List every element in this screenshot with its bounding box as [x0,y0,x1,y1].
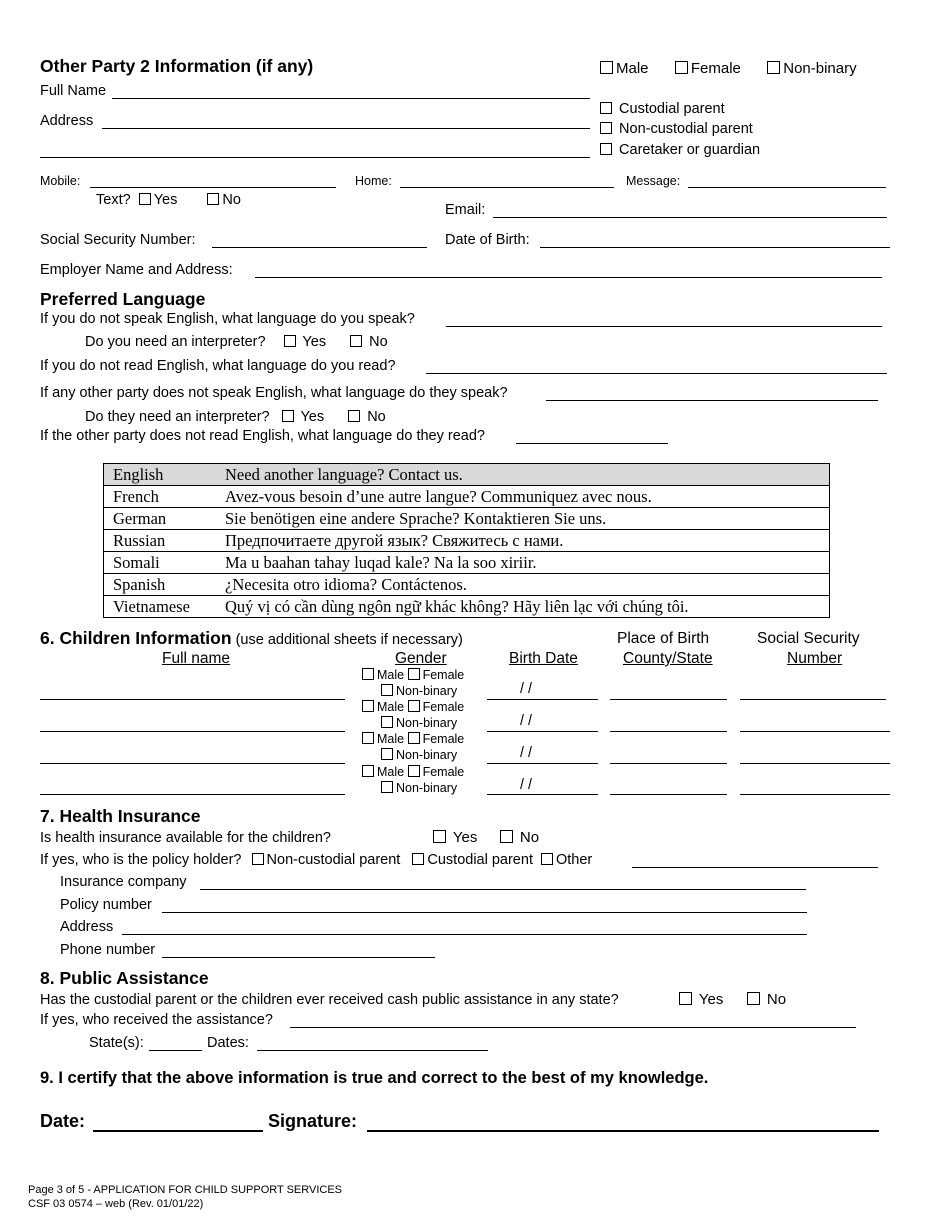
other-read-field[interactable] [516,443,668,444]
child-birth-place-field[interactable] [610,794,727,795]
child-gender-row2 [381,684,457,698]
col-place-2: County/State [623,650,713,667]
home-field[interactable] [400,187,614,188]
section-title-other-party-2: Other Party 2 Information (if any) [40,56,314,76]
child-birth-place-field[interactable] [610,699,727,700]
party2-gender-group [600,60,857,77]
insurance-available-question: Is health insurance available for the children? [40,830,331,846]
read-question: If you do not read English, what language do you read? [40,358,396,374]
child-nonbinary-checkbox[interactable] [381,748,393,760]
text-yes-label: Yes [153,192,178,208]
caretaker-label: Caretaker or guardian [619,142,761,158]
home-label: Home: [355,174,392,188]
nonbinary-label: Non-binary [783,60,857,77]
insurance-yes-label: Yes [452,829,478,846]
custodial-label: Custodial parent [619,101,725,117]
col-full-name: Full name [162,650,231,667]
child-female-label: Female [422,732,465,746]
child-male-label: Male [377,765,405,779]
text-option-group [96,192,241,208]
speak-question: If you do not speak English, what language do you speak? [40,311,415,327]
section-title-health-insurance: 7. Health Insurance [40,806,201,826]
child-male-label: Male [377,700,405,714]
interpreter-no-checkbox[interactable] [350,335,362,347]
other-interpreter-yes-checkbox[interactable] [282,410,294,422]
child-nonbinary-checkbox[interactable] [381,781,393,793]
child-gender-row2 [381,716,457,730]
signature-label: Signature: [268,1111,358,1131]
phone-number-field[interactable] [162,957,435,958]
email-field[interactable] [493,217,887,218]
child-female-label: Female [422,765,465,779]
child-male-checkbox[interactable] [362,668,374,680]
language-text: Avez-vous besoin d’une autre langue? Communiquez avec nous. [216,486,830,508]
child-nonbinary-label: Non-binary [396,781,458,795]
assistance-question: Has the custodial parent or the children ever received cash public assistance in any state? [40,992,619,1008]
child-gender-row1 [362,668,464,682]
assistance-no-checkbox[interactable] [747,992,760,1005]
certification-statement: 9. I certify that the above information is true and correct to the best of my knowledge. [40,1069,709,1087]
language-name: Spanish [104,574,217,596]
child-name-field[interactable] [40,763,345,764]
female-checkbox[interactable] [675,61,688,74]
employer-label: Employer Name and Address: [40,262,233,278]
female-label: Female [690,60,741,77]
custodial-checkbox[interactable] [600,102,612,114]
assistance-no-label: No [766,991,787,1008]
footer-page-info: Page 3 of 5 - APPLICATION FOR CHILD SUPPORT SERVICES [28,1184,343,1196]
interpreter-no-label: No [369,334,388,350]
child-birth-date-field[interactable] [487,731,598,732]
language-row [104,552,830,574]
child-date-separator: / / [520,713,533,729]
child-ssn-field[interactable] [740,763,890,764]
section-title-public-assistance: 8. Public Assistance [40,968,209,988]
caretaker-option [600,142,760,158]
noncustodial-option [600,121,753,137]
text-yes-checkbox[interactable] [139,193,151,205]
dob-label: Date of Birth: [445,232,530,248]
language-text: Ma u baahan tahay luqad kale? Na la soo xiriir. [216,552,830,574]
child-birth-date-field[interactable] [487,794,598,795]
child-male-checkbox[interactable] [362,765,374,777]
nonbinary-checkbox[interactable] [767,61,780,74]
states-label: State(s): [89,1035,144,1051]
language-row [104,530,830,552]
assistance-yes-label: Yes [698,991,724,1008]
language-name: French [104,486,217,508]
section-title-children [40,628,463,649]
custodial-option [600,101,725,117]
assistance-yes-checkbox[interactable] [679,992,692,1005]
dob-field[interactable] [540,247,890,248]
interpreter-yes-label: Yes [302,334,327,350]
child-ssn-field[interactable] [740,699,886,700]
child-nonbinary-checkbox[interactable] [381,716,393,728]
ssn-label: Social Security Number: [40,232,196,248]
ssn-field[interactable] [212,247,427,248]
holder-noncustodial-checkbox[interactable] [252,853,264,865]
child-female-checkbox[interactable] [408,765,420,777]
child-gender-row1 [362,700,464,714]
insurance-address-field[interactable] [122,934,807,935]
insurance-company-field[interactable] [200,889,806,890]
language-name: English [104,464,217,486]
language-row [104,486,830,508]
language-name: Vietnamese [104,596,217,618]
interpreter-yes-checkbox[interactable] [284,335,296,347]
address-field-1[interactable] [102,128,590,129]
child-female-checkbox[interactable] [408,668,420,680]
email-label: Email: [445,202,486,218]
phone-number-label: Phone number [60,942,156,958]
holder-noncustodial-label: Non-custodial parent [266,852,401,868]
child-date-separator: / / [520,681,533,697]
language-row [104,574,830,596]
child-birth-date-field[interactable] [487,763,598,764]
child-gender-row2 [381,748,457,762]
message-label: Message: [626,174,681,188]
insurance-no-checkbox[interactable] [500,830,513,843]
child-gender-row1 [362,765,464,779]
other-interpreter-yes-label: Yes [300,409,325,425]
policy-holder-group [40,852,592,868]
language-text: Sie benötigen eine andere Sprache? Kontaktieren Sie uns. [216,508,830,530]
employer-field[interactable] [255,277,882,278]
insurance-company-label: Insurance company [60,874,187,890]
col-ssn-1: Social Security [757,630,860,647]
other-speak-field[interactable] [546,400,878,401]
child-female-label: Female [422,668,465,682]
section-title-preferred-language: Preferred Language [40,289,206,309]
child-name-field[interactable] [40,731,345,732]
male-label: Male [616,60,649,77]
insurance-no-label: No [519,829,540,846]
speak-field[interactable] [446,326,882,327]
footer-form-id: CSF 03 0574 – web (Rev. 01/01/22) [28,1198,204,1210]
signature-field[interactable] [367,1130,879,1132]
assistance-who-label: If yes, who received the assistance? [40,1012,273,1028]
states-field[interactable] [149,1050,202,1051]
child-male-label: Male [377,668,405,682]
child-name-field[interactable] [40,699,345,700]
read-field[interactable] [426,373,887,374]
assistance-options [679,991,786,1008]
caretaker-checkbox[interactable] [600,143,612,155]
date-field[interactable] [93,1130,263,1132]
interpreter-group [85,334,388,350]
holder-other-field[interactable] [632,867,878,868]
language-name: Somali [104,552,217,574]
language-text: Need another language? Contact us. [216,464,830,486]
holder-custodial-checkbox[interactable] [412,853,424,865]
language-row [104,464,830,486]
col-gender: Gender [395,650,447,667]
child-nonbinary-checkbox[interactable] [381,684,393,696]
interpreter-question: Do you need an interpreter? [85,334,266,350]
holder-other-checkbox[interactable] [541,853,553,865]
col-birth-date: Birth Date [509,650,578,667]
language-text: ¿Necesita otro idioma? Contáctenos. [216,574,830,596]
policy-number-label: Policy number [60,897,152,913]
child-date-separator: / / [520,745,533,761]
full-name-field[interactable] [112,98,590,99]
child-male-checkbox[interactable] [362,732,374,744]
child-gender-row1 [362,732,464,746]
other-interpreter-question: Do they need an interpreter? [85,409,270,425]
child-birth-date-field[interactable] [487,699,598,700]
child-nonbinary-label: Non-binary [396,716,458,730]
child-nonbinary-label: Non-binary [396,684,458,698]
language-row [104,508,830,530]
child-male-label: Male [377,732,405,746]
other-interpreter-group [85,409,386,425]
child-female-label: Female [422,700,465,714]
date-label: Date: [40,1111,86,1131]
child-male-checkbox[interactable] [362,700,374,712]
children-note: (use additional sheets if necessary) [235,632,463,648]
col-ssn-2: Number [787,650,843,667]
child-female-checkbox[interactable] [408,732,420,744]
other-interpreter-no-checkbox[interactable] [348,410,360,422]
other-speak-question: If any other party does not speak English, what language do they speak? [40,385,508,401]
language-assistance-table [103,463,830,618]
language-text: Предпочитаете другой язык? Свяжитесь с нами. [216,530,830,552]
full-name-label: Full Name [40,83,107,99]
child-female-checkbox[interactable] [408,700,420,712]
assistance-who-field[interactable] [290,1027,856,1028]
mobile-field[interactable] [90,187,336,188]
child-name-field[interactable] [40,794,345,795]
other-read-question: If the other party does not read English, what language do they read? [40,428,485,444]
policy-number-field[interactable] [162,912,807,913]
child-date-separator: / / [520,777,533,793]
noncustodial-checkbox[interactable] [600,122,612,134]
children-title: 6. Children Information [40,628,232,648]
holder-other-label: Other [556,852,593,868]
holder-custodial-label: Custodial parent [427,852,533,868]
child-birth-place-field[interactable] [610,731,727,732]
child-gender-row2 [381,781,457,795]
insurance-available-options [433,829,539,846]
mobile-label: Mobile: [40,174,81,188]
language-row [104,596,830,618]
dates-label: Dates: [207,1035,249,1051]
noncustodial-label: Non-custodial parent [619,121,753,137]
child-ssn-field[interactable] [740,794,890,795]
dates-field[interactable] [257,1050,488,1051]
address-label: Address [40,113,94,129]
child-birth-place-field[interactable] [610,763,727,764]
text-no-checkbox[interactable] [207,193,219,205]
policy-holder-question: If yes, who is the policy holder? [40,852,242,868]
child-ssn-field[interactable] [740,731,890,732]
language-text: Quý vị có cần dùng ngôn ngữ khác không? Hãy liên lạc với chúng tôi. [216,596,830,618]
address-field-2[interactable] [40,157,590,158]
message-field[interactable] [688,187,886,188]
language-name: German [104,508,217,530]
text-no-label: No [222,192,241,208]
insurance-address-label: Address [60,919,114,935]
text-label: Text? [96,192,131,208]
col-place-1: Place of Birth [617,630,710,647]
language-name: Russian [104,530,217,552]
insurance-yes-checkbox[interactable] [433,830,446,843]
child-nonbinary-label: Non-binary [396,748,458,762]
other-interpreter-no-label: No [367,409,386,425]
male-checkbox[interactable] [600,61,613,74]
